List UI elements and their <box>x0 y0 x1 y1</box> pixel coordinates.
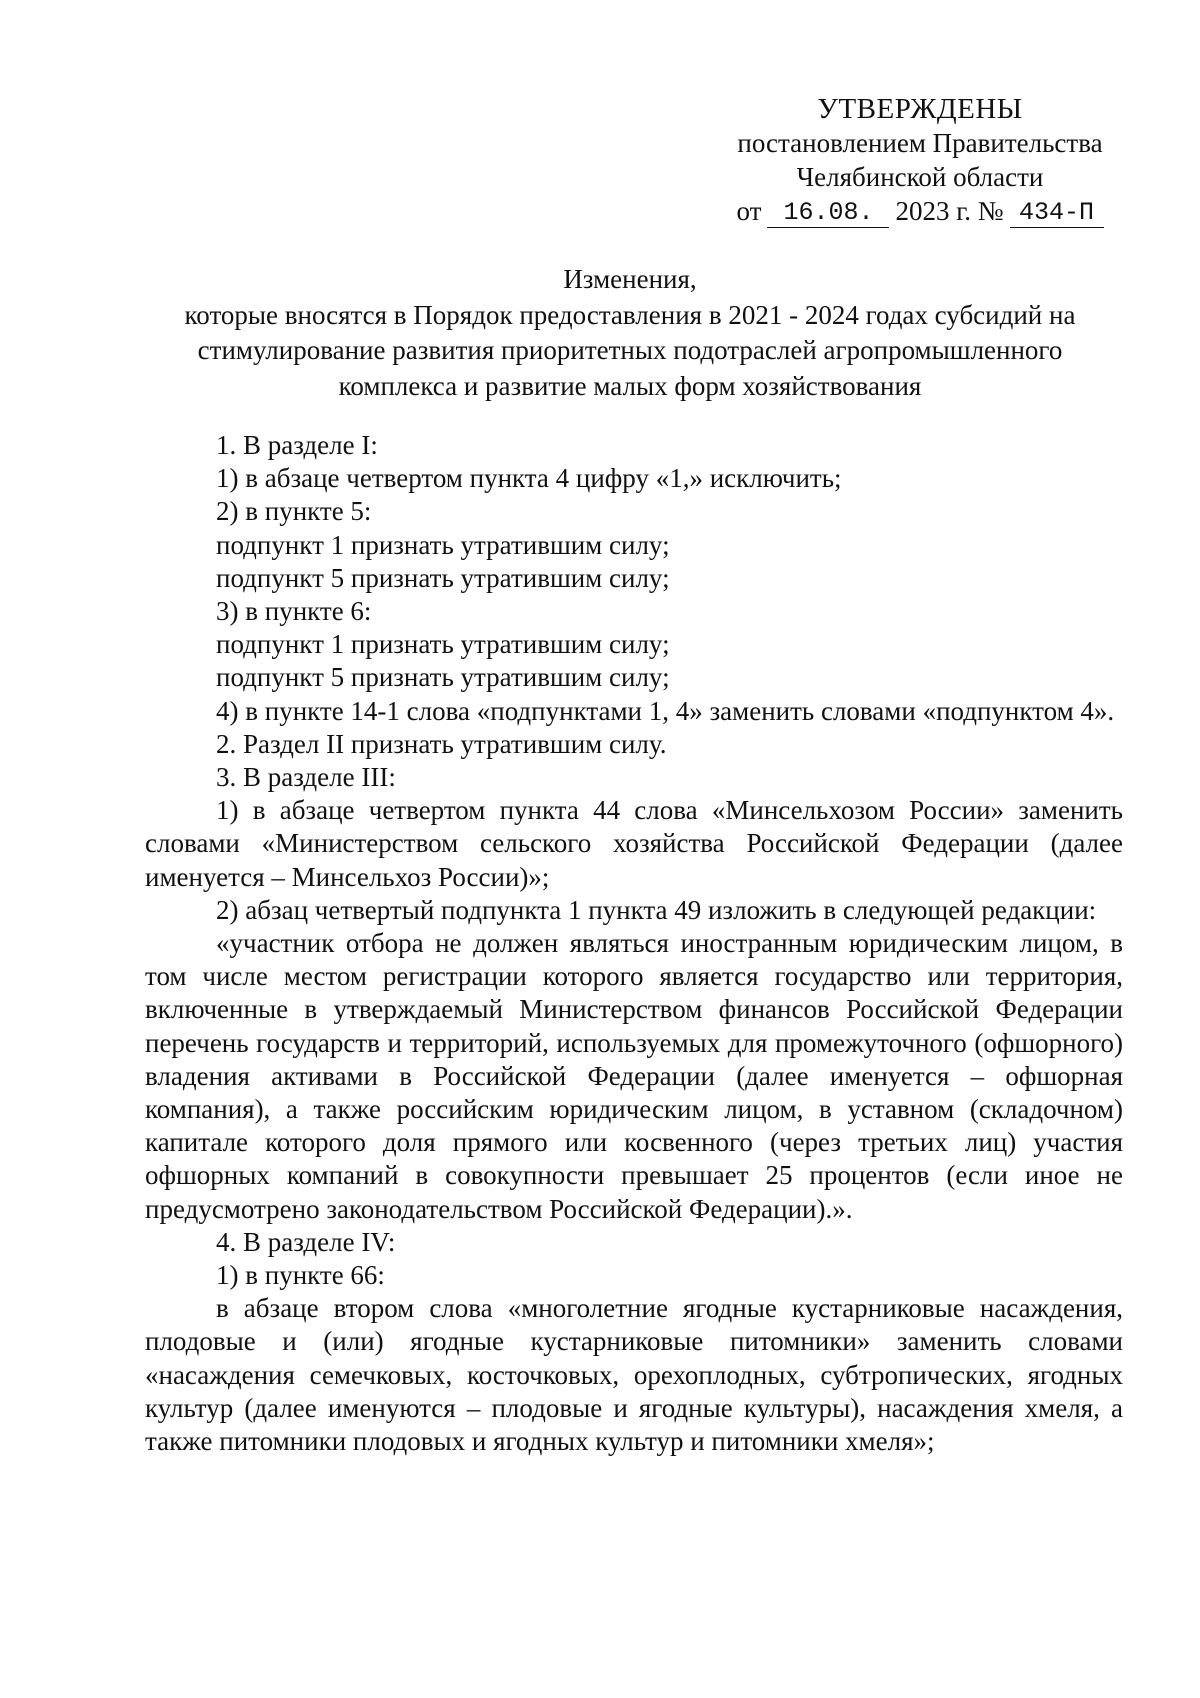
paragraph: 4. В разделе IV: <box>216 1226 396 1257</box>
paragraph: 1) в абзаце четвертом пункта 44 слова «Минсельхозом России» заменить словами «Министерством сельского хозяйства Российской Федерации (далее именуется – Минсельхоз России)»; <box>145 795 1123 892</box>
heading-title: Изменения, <box>563 264 697 294</box>
paragraph: в абзаце втором слова «многолетние ягодные кустарниковые насаждения, плодовые и (или) ягодные кустарниковые питомники» заменить словами «насаждения семечковых, косточковых, орехоплодных, субтропических, ягодных культур (далее именуются – плодовые и ягодные культуры), насаждения хмеля, а также питомники плодовых и ягодных культур и питомники хмеля»; <box>145 1293 1123 1457</box>
document-body <box>145 429 1123 1458</box>
decree-date: 16.08. <box>767 199 889 228</box>
paragraph: 1) в пункте 66: <box>216 1260 385 1291</box>
paragraph: 4) в пункте 14-1 слова «подпунктами 1, 4» заменить словами «подпунктом 4». <box>216 695 1115 726</box>
paragraph: 1. В разделе I: <box>216 430 378 460</box>
paragraph: подпункт 1 признать утратившим силу; <box>216 529 670 560</box>
approval-date-line <box>700 194 1140 228</box>
paragraph: подпункт 1 признать утратившим силу; <box>216 629 670 660</box>
paragraph: 3. В разделе III: <box>216 762 396 793</box>
paragraph: подпункт 5 признать утратившим силу; <box>216 662 670 693</box>
paragraph: 3) в пункте 6: <box>216 596 372 627</box>
paragraph: «участник отбора не должен являться иностранным юридическим лицом, в том числе местом регистрации которого является государство или территория, включенные в утверждаемый Министерством финансов Российской Федерации перечень государств и территорий, используемых для промежуточного (офшорного) владения активами в Российской Федерации (далее именуется – офшорная компания), а также российским юридическим лицом, в уставном (складочном) капитале которого доля прямого или косвенного (через третьих лиц) участия офшорных компаний в совокупности превышает 25 процентов (если иное не предусмотрено законодательством Российской Федерации).». <box>145 928 1123 1224</box>
paragraph: 2) в пункте 5: <box>216 496 372 527</box>
decree-year: 2023 г. № <box>895 196 1004 226</box>
approval-line-2: Челябинской области <box>796 162 1044 192</box>
approval-block <box>700 92 1140 228</box>
paragraph: 1) в абзаце четвертом пункта 4 цифру «1,» исключить; <box>216 463 842 494</box>
approval-line-1: постановлением Правительства <box>737 128 1103 158</box>
document-heading <box>140 262 1120 404</box>
date-prefix: от <box>736 196 762 226</box>
paragraph: подпункт 5 признать утратившим силу; <box>216 562 670 593</box>
heading-subtitle: которые вносятся в Порядок предоставления в 2021 - 2024 годах субсидий на стимулирование развития приоритетных подотраслей агропромышленного комплекса и развитие малых форм хозяйствования <box>184 299 1076 401</box>
paragraph: 2. Раздел II признать утратившим силу. <box>216 728 667 759</box>
decree-number: 434-П <box>1010 199 1104 228</box>
paragraph: 2) абзац четвертый подпункта 1 пункта 49 изложить в следующей редакции: <box>216 894 1097 925</box>
approval-title: УТВЕРЖДЕНЫ <box>817 93 1023 125</box>
